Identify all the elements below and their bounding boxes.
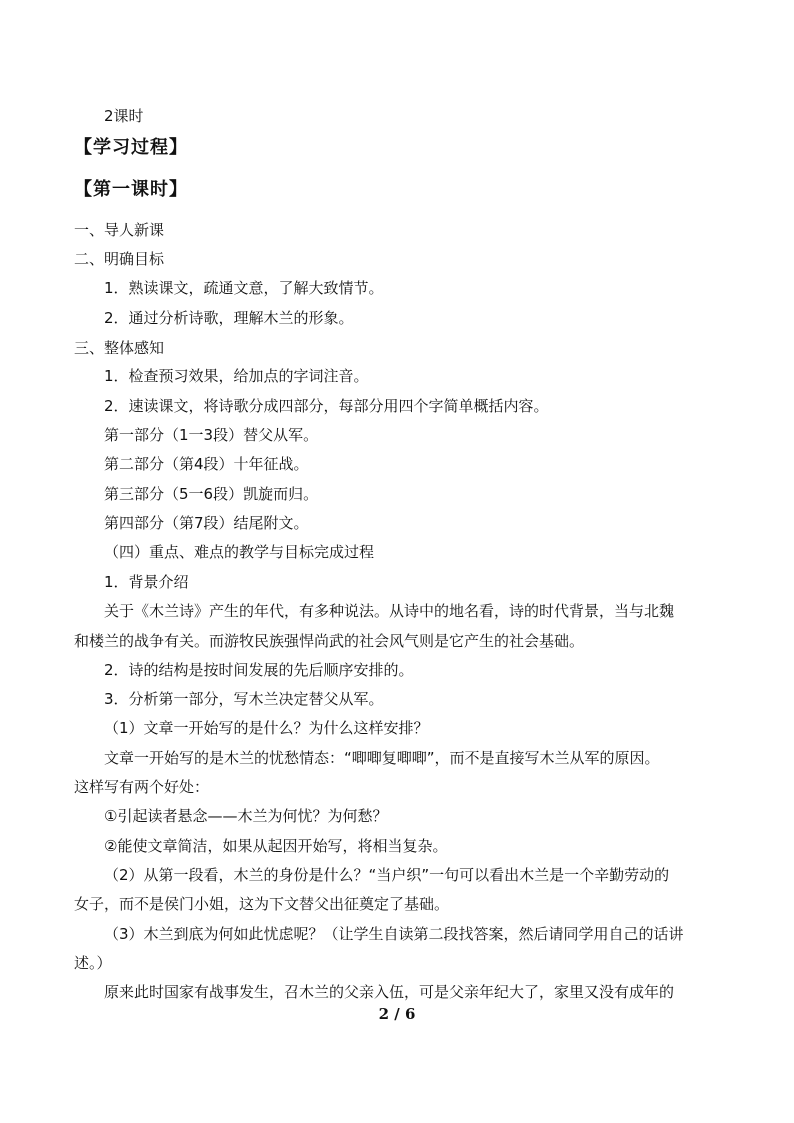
poem-part-2: 第二部分（第4段）十年征战。 <box>104 455 309 473</box>
outline-item-overview: 三、整体感知 <box>74 339 165 357</box>
goal-item-2: 2．通过分析诗歌，理解木兰的形象。 <box>104 309 354 327</box>
overview-item-2: 2．速读课文，将诗歌分成四部分，每部分用四个字简单概括内容。 <box>104 397 549 415</box>
background-paragraph-line-2: 和楼兰的战争有关。而游牧民族强悍尚武的社会风气则是它产生的社会基础。 <box>74 632 585 650</box>
question-3-line-2: 述。） <box>74 954 112 972</box>
section-heading-first-lesson: 【第一课时】 <box>74 179 188 200</box>
outline-item-intro: 一、导人新课 <box>74 221 165 239</box>
question-1: （1）文章一开始写的是什么？为什么这样安排？ <box>104 719 429 737</box>
question-2-line-2: 女子，而不是侯门小姐，这为下文替父出征奠定了基础。 <box>74 895 450 913</box>
goal-item-1: 1．熟读课文，疏通文意，了解大致情节。 <box>104 279 384 297</box>
section-heading-learning-process: 【学习过程】 <box>74 137 188 158</box>
page-number: 2 / 6 <box>378 1005 416 1023</box>
poem-part-3: 第三部分（5一6段）凯旋而归。 <box>104 485 319 503</box>
benefit-1: ①引起读者悬念——木兰为何忧？为何愁？ <box>104 807 388 825</box>
poem-part-1: 第一部分（1一3段）替父从军。 <box>104 426 319 444</box>
background-paragraph-line-1: 关于《木兰诗》产生的年代，有多种说法。从诗中的地名看，诗的时代背景，当与北魏 <box>104 602 675 620</box>
explanation-paragraph-line-1: 原来此时国家有战事发生，召木兰的父亲入伍，可是父亲年纪大了，家里又没有成年的 <box>104 983 675 1001</box>
question-2-line-1: （2）从第一段看，木兰的身份是什么？“当户织”一句可以看出木兰是一个辛勤劳动的 <box>104 866 670 884</box>
poem-part-4: 第四部分（第7段）结尾附文。 <box>104 514 309 532</box>
outline-item-goals: 二、明确目标 <box>74 250 165 268</box>
lesson-duration: 2课时 <box>104 107 144 125</box>
structure-point: 2．诗的结构是按时间发展的先后顺序安排的。 <box>104 661 414 679</box>
answer-1-line-1: 文章一开始写的是木兰的忧愁情态：“唧唧复唧唧”，而不是直接写木兰从军的原因。 <box>104 749 660 767</box>
background-heading: 1．背景介绍 <box>104 573 189 591</box>
overview-item-1: 1．检查预习效果，给加点的字词注音。 <box>104 367 369 385</box>
question-3-line-1: （3）木兰到底为何如此忧虑呢？（让学生自读第二段找答案，然后请同学用自己的话讲 <box>104 925 684 943</box>
benefit-2: ②能使文章简洁，如果从起因开始写，将相当复杂。 <box>104 837 448 855</box>
subsection-key-points: （四）重点、难点的教学与目标完成过程 <box>104 543 375 561</box>
analysis-part-1: 3．分析第一部分，写木兰决定替父从军。 <box>104 690 384 708</box>
answer-1-line-2: 这样写有两个好处： <box>74 778 210 796</box>
